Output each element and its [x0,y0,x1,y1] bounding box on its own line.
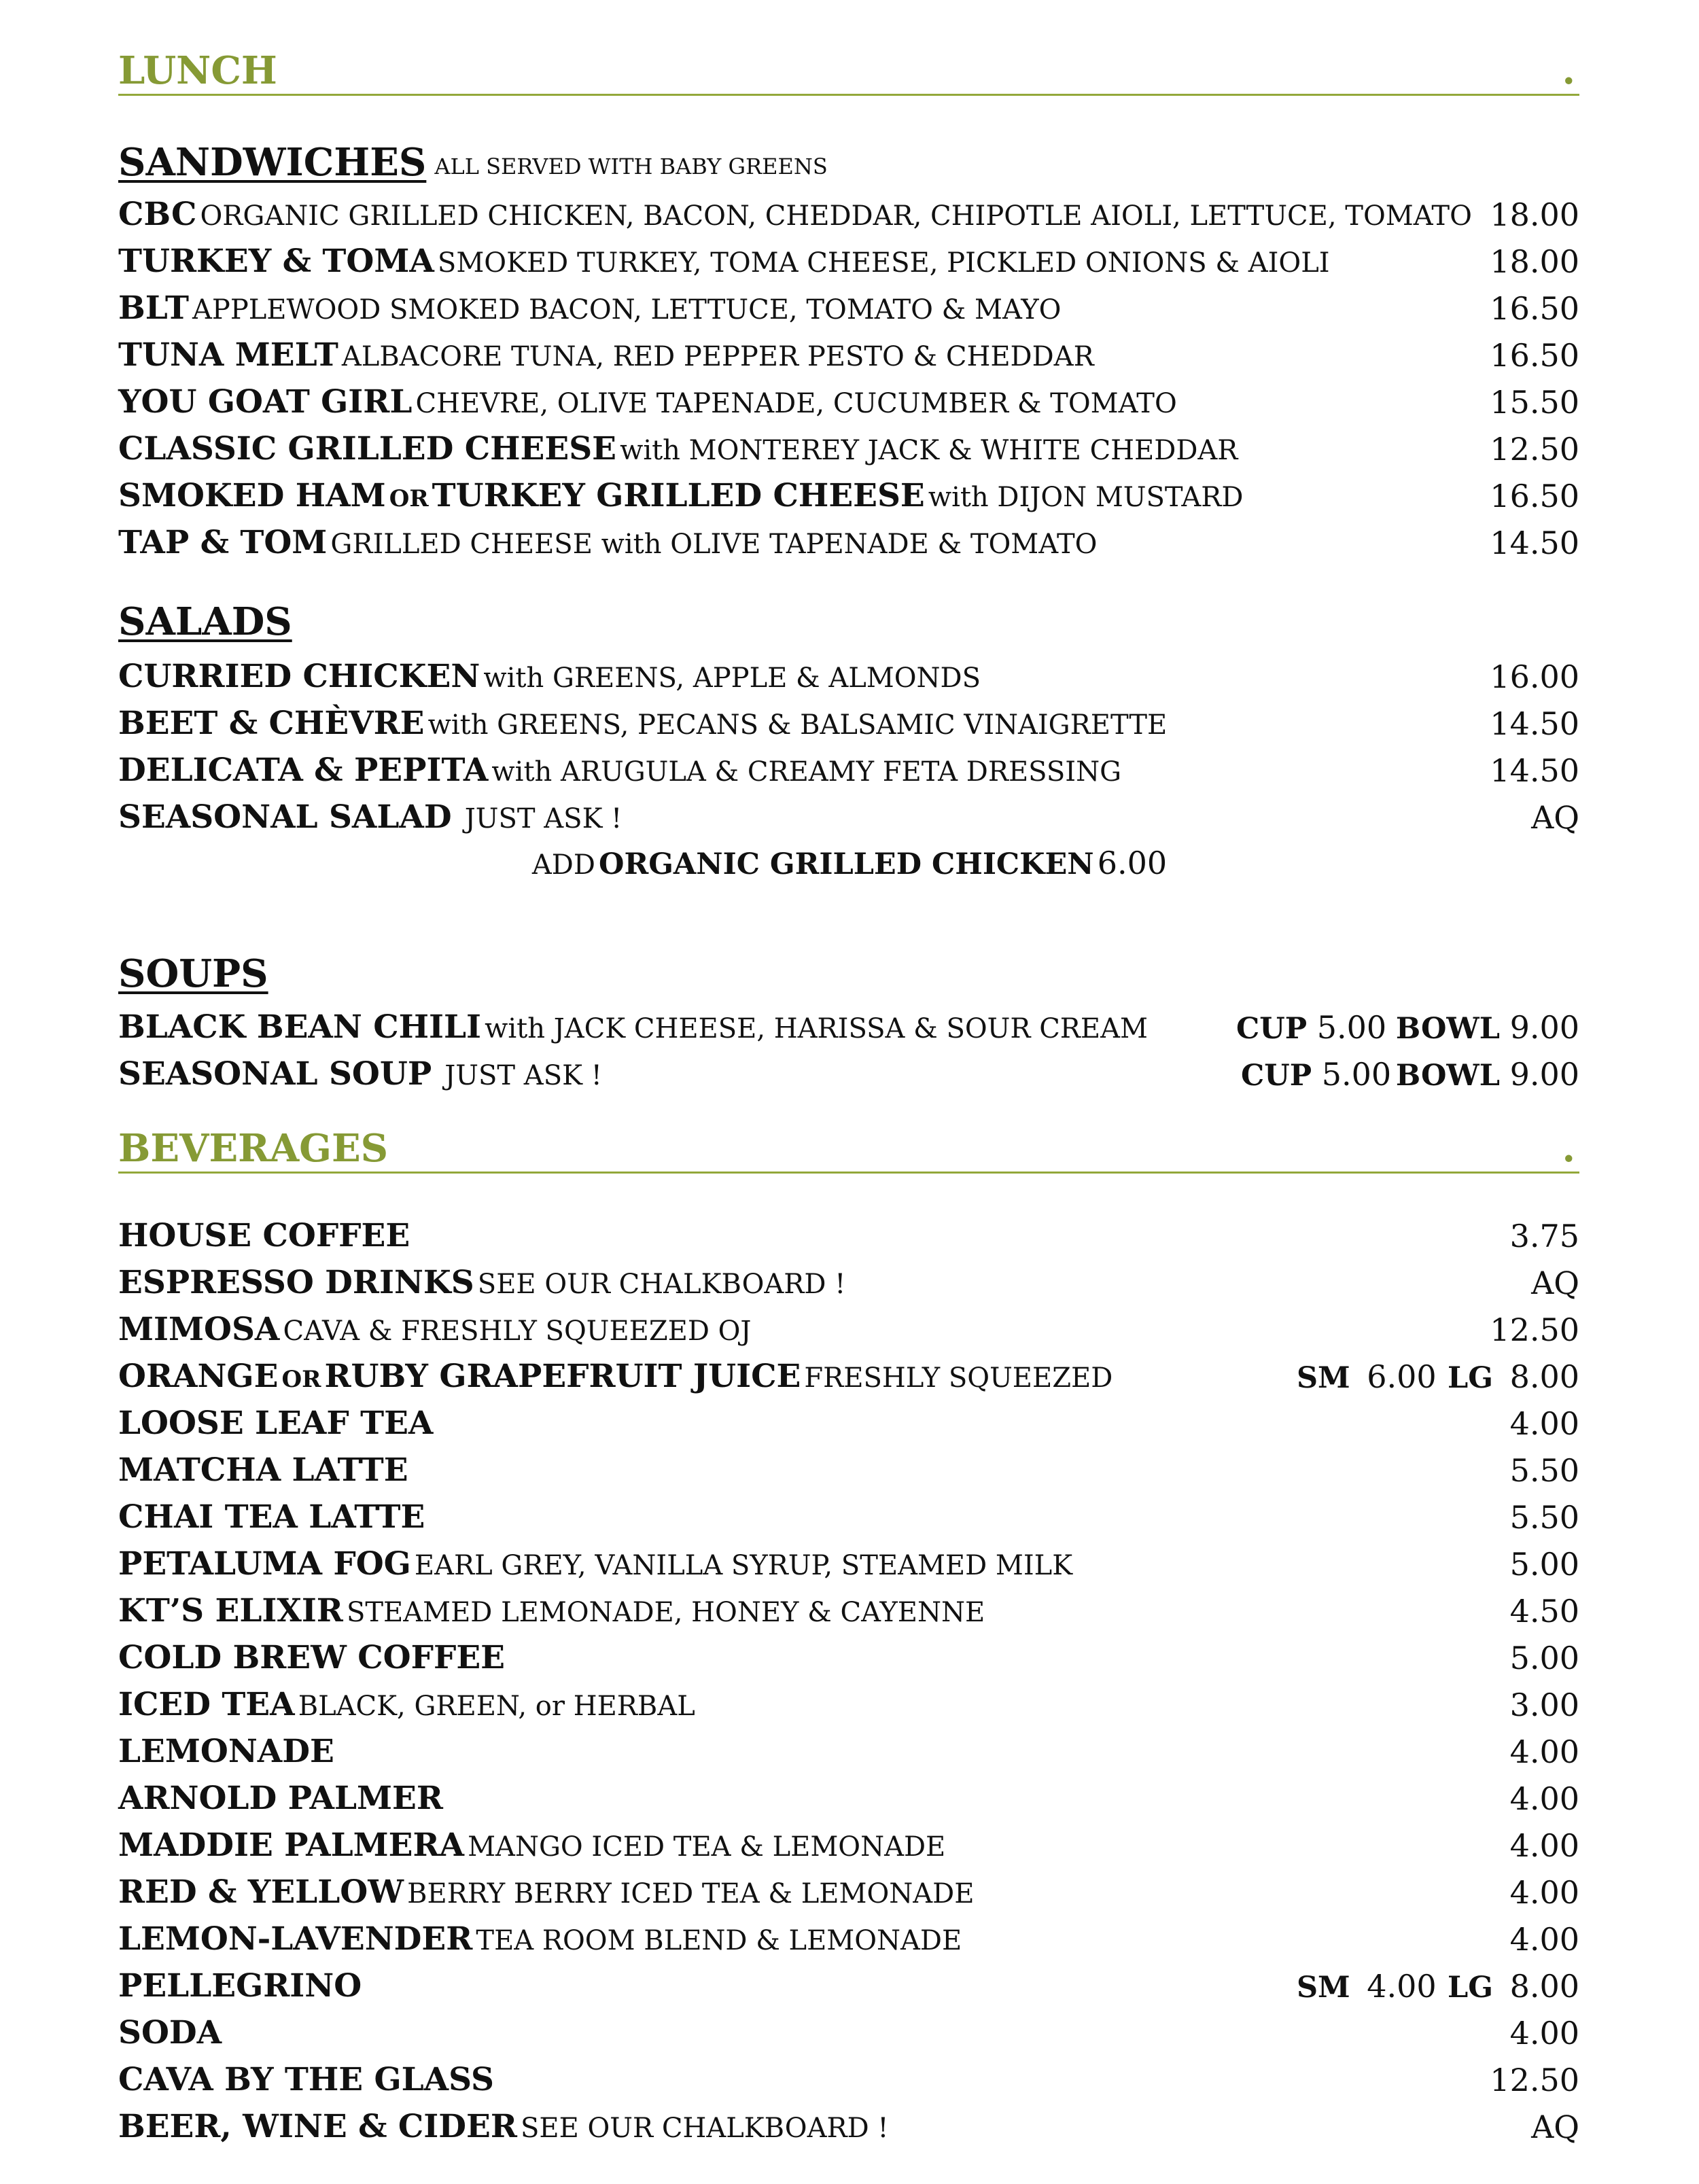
item-name: PELLEGRINO [118,1967,362,2005]
lg-value: 8.00 [1509,1968,1579,2005]
item-name: LEMON-LAVENDER [118,1920,473,1958]
menu-item [118,654,1579,700]
item-price: 4.00 [1509,1921,1579,1958]
item-price: 12.50 [1490,1311,1579,1348]
item-desc: EARL GREY, VANILLA SYRUP, STEAMED MILK [414,1550,1073,1581]
item-price: 3.75 [1509,1218,1579,1254]
add-chicken-line [0,840,1699,886]
item-name: RED & YELLOW [118,1873,404,1911]
item-name: COLD BREW COFFEE [118,1639,506,1676]
menu-item [118,2010,1579,2056]
menu-item [118,701,1579,747]
item-price: 4.00 [1509,2015,1579,2051]
sm-value: 4.00 [1367,1968,1437,2005]
lunch-heading [118,48,1579,96]
item-desc: MANGO ICED TEA & LEMONADE [468,1831,946,1863]
lunch-heading-dot: . [1562,48,1575,93]
item-desc: APPLEWOOD SMOKED BACON, LETTUCE, TOMATO & MAYO [192,294,1062,325]
item-name: MIMOSA [118,1311,280,1348]
item-name: TUNA MELT [118,336,338,374]
item-name: CHAI TEA LATTE [118,1498,425,1536]
item-price: 16.50 [1490,337,1579,374]
item-price: 12.50 [1490,431,1579,468]
item-name: TAP & TOM [118,524,328,561]
lunch-heading-label: LUNCH [118,48,277,93]
item-desc: TEA ROOM BLEND & LEMONADE [476,1925,962,1956]
bowl-label: BOWL [1395,1012,1500,1046]
menu-item [118,1635,1579,1681]
item-desc: ORGANIC GRILLED CHICKEN, BACON, CHEDDAR, CHIPOTLE AIOLI, LETTUCE, TOMATO [200,200,1472,232]
menu-item [118,1682,1579,1728]
item-desc: JUST ASK ! [444,1060,602,1091]
item-name: SEASONAL SOUP [118,1055,432,1093]
item-price: 4.00 [1509,1874,1579,1911]
item-price: AQ [1531,1265,1579,1301]
item-desc: with JACK CHEESE, HARISSA & SOUR CREAM [485,1013,1148,1044]
item-price: 16.50 [1490,290,1579,327]
item-desc: FRESHLY SQUEEZED [804,1362,1113,1394]
lg-price [1448,1354,1579,1401]
item-desc: BLACK, GREEN, or HERBAL [298,1691,695,1722]
menu-item [118,239,1579,285]
item-name: KT’S ELIXIR [118,1592,343,1630]
cup-price [1241,1051,1391,1099]
sandwiches-note: ALL SERVED WITH BABY GREENS [434,154,828,179]
item-desc: ALBACORE TUNA, RED PEPPER PESTO & CHEDDAR [341,341,1094,372]
item-price: 4.00 [1509,1827,1579,1864]
item-name: DELICATA & PEPITA [118,752,489,789]
item-name-2: RUBY GRAPEFRUIT JUICE [324,1358,801,1395]
item-name: HOUSE COFFEE [118,1217,410,1254]
item-desc: BERRY BERRY ICED TEA & LEMONADE [407,1878,975,1909]
menu-item [118,1354,1579,1400]
beverages-heading-label: BEVERAGES [118,1126,389,1171]
bowl-label: BOWL [1395,1059,1500,1093]
item-desc: with MONTEREY JACK & WHITE CHEDDAR [620,435,1238,466]
item-price: 14.50 [1490,705,1579,742]
menu-item [118,379,1579,425]
item-name: YOU GOAT GIRL [118,383,413,421]
add-label: ADD [531,849,595,881]
sandwiches-title [118,139,828,190]
menu-item [118,794,1579,841]
menu-item [118,1869,1579,1916]
menu-item [118,1494,1579,1540]
item-name: MATCHA LATTE [118,1451,408,1489]
soups-title-label: SOUPS [118,951,268,996]
bowl-value: 9.00 [1509,1009,1579,1046]
beverages-heading [118,1125,1579,1174]
item-name: LEMONADE [118,1733,334,1770]
item-name: ICED TEA [118,1686,295,1723]
item-name: CURRIED CHICKEN [118,658,480,695]
cup-value: 5.00 [1321,1056,1392,1093]
cup-value: 5.00 [1316,1009,1387,1046]
item-price: 15.50 [1490,384,1579,421]
item-price: 5.00 [1509,1640,1579,1676]
item-price: 18.00 [1490,196,1579,233]
sm-label: SM [1297,1361,1350,1395]
item-desc: with ARUGULA & CREAMY FETA DRESSING [491,756,1122,788]
menu-item [118,1822,1579,1869]
add-item: ORGANIC GRILLED CHICKEN [599,847,1094,881]
item-price: 14.50 [1490,525,1579,561]
salads-title [118,598,292,646]
sm-price [1297,1963,1437,2011]
menu-item [118,473,1579,519]
lg-label: LG [1447,1971,1493,2005]
item-name: ORANGE [118,1358,279,1395]
menu-item [118,1541,1579,1587]
item-desc: with DIJON MUSTARD [928,482,1244,513]
menu-item [118,285,1579,332]
item-price: 18.00 [1490,243,1579,280]
item-name: BEER, WINE & CIDER [118,2108,517,2145]
item-price: 12.50 [1490,2062,1579,2098]
menu-item [118,1051,1579,1097]
item-desc: CAVA & FRESHLY SQUEEZED OJ [283,1316,752,1347]
item-desc: CHEVRE, OLIVE TAPENADE, CUCUMBER & TOMATO [415,388,1177,419]
menu-item [118,1729,1579,1775]
item-name-2: TURKEY GRILLED CHEESE [432,477,925,514]
menu-item [118,2057,1579,2103]
item-price: 4.50 [1509,1593,1579,1630]
item-price: 3.00 [1509,1687,1579,1723]
item-price: 5.00 [1509,1546,1579,1583]
item-price: 4.00 [1509,1405,1579,1442]
sm-value: 6.00 [1367,1358,1437,1395]
menu-item [118,1004,1579,1051]
menu-item [118,1213,1579,1259]
item-name: SMOKED HAM [118,477,386,514]
menu-item [118,426,1579,472]
lg-label: LG [1447,1361,1493,1395]
menu-item [118,1260,1579,1306]
beverages-heading-dot: . [1562,1126,1575,1171]
menu-item [118,747,1579,794]
menu-item [118,2104,1579,2150]
menu-item [118,1916,1579,1962]
item-name: CLASSIC GRILLED CHEESE [118,430,616,468]
item-price: 5.50 [1509,1452,1579,1489]
add-price: 6.00 [1097,845,1168,881]
item-name: ESPRESSO DRINKS [118,1264,474,1301]
menu-item [118,1588,1579,1634]
item-price: 16.00 [1490,658,1579,695]
item-price: 14.50 [1490,752,1579,789]
menu-item [118,520,1579,566]
cup-label: CUP [1241,1059,1312,1093]
menu-item [118,1447,1579,1494]
sandwiches-title-label: SANDWICHES [118,140,427,185]
item-name: BLT [118,289,189,327]
item-name: ARNOLD PALMER [118,1780,443,1817]
item-desc: GRILLED CHEESE with OLIVE TAPENADE & TOMATO [330,529,1098,560]
bowl-price [1396,1004,1579,1052]
menu-item [118,192,1579,238]
item-price: 4.00 [1509,1733,1579,1770]
menu-item [118,1963,1579,2009]
item-desc: SEE OUR CHALKBOARD ! [477,1269,846,1300]
item-desc: JUST ASK ! [464,803,623,834]
item-name: LOOSE LEAF TEA [118,1405,434,1442]
cup-label: CUP [1236,1012,1308,1046]
item-name: MADDIE PALMERA [118,1827,464,1864]
item-desc: SEE OUR CHALKBOARD ! [521,2113,889,2144]
item-price: 4.00 [1509,1780,1579,1817]
item-name: CBC [118,196,197,233]
item-connector: OR [389,485,429,512]
menu-item [118,1307,1579,1353]
menu-item [118,332,1579,378]
item-name: BLACK BEAN CHILI [118,1008,482,1046]
lg-value: 8.00 [1509,1358,1579,1395]
bowl-price [1396,1051,1579,1099]
item-name: SEASONAL SALAD [118,798,452,836]
menu-item [118,1401,1579,1447]
sm-label: SM [1297,1971,1350,2005]
item-name: TURKEY & TOMA [118,243,434,280]
item-price: 5.50 [1509,1499,1579,1536]
bowl-value: 9.00 [1509,1056,1579,1093]
menu-item [118,1776,1579,1822]
item-name: PETALUMA FOG [118,1545,411,1583]
item-desc: with GREENS, PECANS & BALSAMIC VINAIGRETTE [427,709,1168,741]
lg-price [1448,1963,1579,2011]
item-desc: STEAMED LEMONADE, HONEY & CAYENNE [346,1597,985,1628]
item-name: CAVA BY THE GLASS [118,2061,494,2098]
item-name: SODA [118,2014,222,2051]
item-name: BEET & CHÈVRE [118,705,425,742]
cup-price [1236,1004,1386,1052]
item-price: 16.50 [1490,478,1579,514]
soups-title [118,950,268,998]
sm-price [1297,1354,1437,1401]
item-desc: SMOKED TURKEY, TOMA CHEESE, PICKLED ONIONS & AIOLI [437,247,1330,279]
item-price: AQ [1531,799,1579,836]
salads-title-label: SALADS [118,599,292,644]
item-desc: with GREENS, APPLE & ALMONDS [483,663,981,694]
item-connector: OR [281,1366,321,1393]
item-price: AQ [1531,2109,1579,2145]
